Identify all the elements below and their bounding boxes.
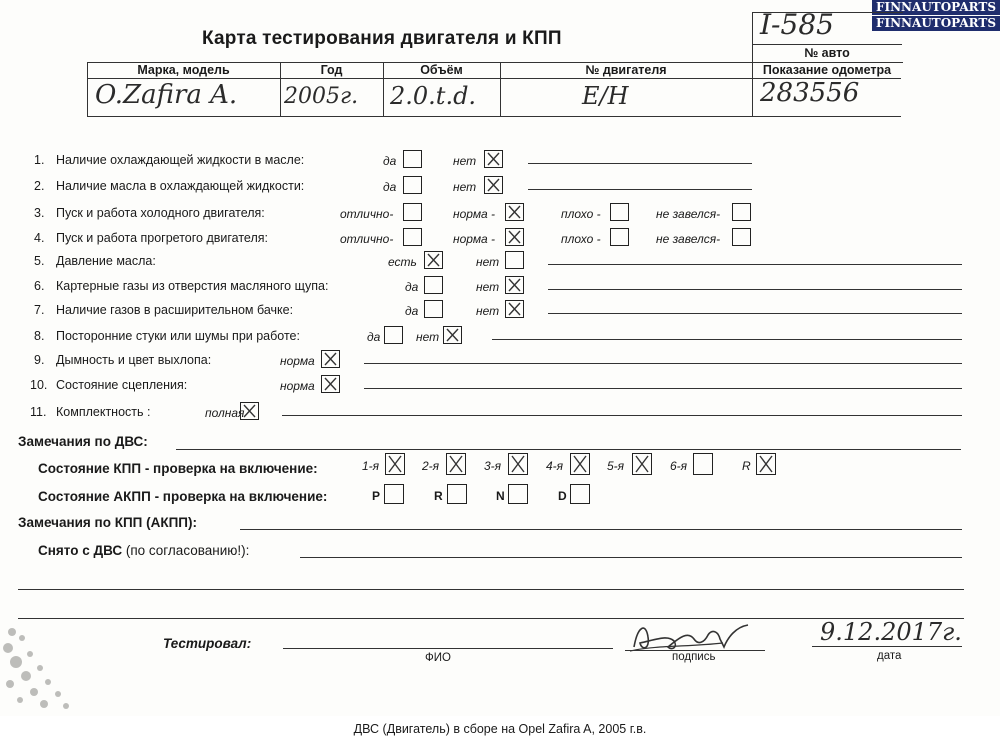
checkbox-empty[interactable] [403,228,422,246]
gear-checkbox-empty[interactable] [693,453,713,475]
check-option-label: плохо - [561,207,601,221]
tested-by-label: Тестировал: [163,636,252,651]
checkbox-checked[interactable] [505,203,524,221]
remarks-gearbox-line[interactable] [240,529,962,530]
check-option-label: да [405,304,419,318]
date-line[interactable] [812,646,962,647]
check-question: Наличие охлаждающей жидкости в масле: [56,153,305,167]
checkbox-empty[interactable] [732,228,751,246]
value-model: O.Zafira A. [95,80,238,110]
checkbox-checked[interactable] [505,300,524,318]
check-question: Наличие масла в охлаждающей жидкости: [56,179,305,193]
check-question: Посторонние стуки или шумы при работе: [56,329,300,343]
gear-label: 4-я [546,459,564,473]
checkbox-empty[interactable] [424,300,443,318]
check-question: Картерные газы из отверстия масляного щупа: [56,279,329,293]
check-number: 7. [34,303,45,317]
gear-label: 3-я [484,459,502,473]
check-option-label: да [367,330,381,344]
check-option-label: нет [476,280,500,294]
signature-label: подпись [672,651,716,663]
check-note-line[interactable] [282,415,962,416]
check-option-label: не завелся- [656,207,721,221]
check-number: 9. [34,353,45,367]
gear-label: 2-я [422,459,440,473]
date-value: 9.12.2017г. [820,618,962,646]
check-option-label: норма [280,354,315,368]
auto-gear-label: D [558,489,567,503]
auto-gear-checkbox[interactable] [447,484,467,504]
check-question: Комплектность : [56,405,151,419]
auto-gear-label: N [496,489,505,503]
check-note-line[interactable] [364,388,962,389]
checkbox-empty[interactable] [505,251,524,269]
check-number: 10. [30,378,48,392]
gear-label: 5-я [607,459,625,473]
check-option-label: нет [476,304,500,318]
check-option-label: отлично- [340,232,394,246]
checkbox-empty[interactable] [732,203,751,221]
checkbox-empty[interactable] [403,176,422,194]
check-option-label: норма - [453,207,496,221]
check-number: 6. [34,279,45,293]
check-note-line[interactable] [548,289,962,290]
check-note-line[interactable] [548,313,962,314]
checkbox-empty[interactable] [424,276,443,294]
check-number: 5. [34,254,45,268]
removed-items-note: (по согласованию!): [122,543,250,558]
auto-gear-label: R [434,489,443,503]
gear-label: 6-я [670,459,688,473]
auto-gear-checkbox[interactable] [570,484,590,504]
ink-smudge-icon [0,618,80,714]
fio-line[interactable] [283,648,613,649]
checkbox-checked[interactable] [484,176,503,194]
checkbox-empty[interactable] [384,326,403,344]
checkbox-checked[interactable] [424,251,443,269]
check-question: Пуск и работа прогретого двигателя: [56,231,268,245]
check-option-label: норма [280,379,315,393]
col-label-volume: Объём [420,63,463,77]
value-odometer: 283556 [760,78,860,108]
check-number: 1. [34,153,45,167]
check-number: 8. [34,329,45,343]
check-option-label: плохо - [561,232,601,246]
checkbox-checked[interactable] [240,402,259,420]
gear-checkbox-checked[interactable] [385,453,405,475]
removed-line-2[interactable] [18,589,964,590]
checkbox-empty[interactable] [403,203,422,221]
value-volume: 2.0.t.d. [390,82,477,110]
check-option-label: отлично- [340,207,394,221]
check-option-label: нет [476,255,500,269]
check-question: Пуск и работа холодного двигателя: [56,206,265,220]
checkbox-checked[interactable] [443,326,462,344]
brand-watermark-1: FINNAUTOPARTS [872,0,1000,15]
gear-checkbox-checked[interactable] [756,453,776,475]
check-option-label: да [405,280,419,294]
brand-watermark-2: FINNAUTOPARTS [872,16,1000,31]
check-option-label: норма - [453,232,496,246]
fio-label: ФИО [425,652,451,664]
removed-items-label [38,543,249,558]
car-number-label: № авто [804,46,850,60]
check-note-line[interactable] [548,264,962,265]
gear-label: R [742,459,751,473]
check-number: 4. [34,231,45,245]
checkbox-checked[interactable] [505,276,524,294]
manual-gearbox-label: Состояние КПП - проверка на включение: [38,461,318,476]
auto-gear-label: P [372,489,381,503]
check-note-line[interactable] [492,339,962,340]
gear-checkbox-checked[interactable] [446,453,466,475]
checkbox-empty[interactable] [610,228,629,246]
check-option-label: нет [453,180,477,194]
check-question: Состояние сцепления: [56,378,188,392]
check-option-label: не завелся- [656,232,721,246]
gear-checkbox-checked[interactable] [632,453,652,475]
col-label-year: Год [320,63,343,77]
car-number-divider [752,44,902,45]
remarks-engine-label: Замечания по ДВС: [18,434,148,449]
check-option-label: да [383,154,397,168]
col-label-model: Марка, модель [137,63,230,77]
check-option-label: да [383,180,397,194]
check-question: Давление масла: [56,254,156,268]
col-label-odometer: Показание одометра [762,63,892,77]
check-option-label: полная [205,406,245,420]
auto-gearbox-label: Состояние АКПП - проверка на включение: [38,489,328,504]
check-option-label: нет [453,154,477,168]
check-number: 3. [34,206,45,220]
check-note-line[interactable] [364,363,962,364]
gear-label: 1-я [362,459,380,473]
checkbox-empty[interactable] [610,203,629,221]
auto-gear-checkbox[interactable] [384,484,404,504]
check-number: 2. [34,179,45,193]
check-number: 11. [30,405,47,419]
check-question: Наличие газов в расширительном бачке: [56,303,294,317]
date-label: дата [877,650,902,662]
check-note-line[interactable] [528,189,752,190]
car-number-value: I-585 [760,8,834,41]
page-title: Карта тестирования двигателя и КПП [202,28,562,49]
auto-gear-checkbox[interactable] [508,484,528,504]
check-note-line[interactable] [528,163,752,164]
removed-line-1[interactable] [300,557,962,558]
checkbox-checked[interactable] [505,228,524,246]
remarks-engine-line[interactable] [176,449,961,450]
col-label-engine-number: № двигателя [585,63,667,77]
value-year: 2005г. [284,84,359,109]
removed-items-bold: Снято с ДВС [38,543,123,558]
image-caption: ДВС (Двигатель) в сборе на Opel Zafira A, 2005 г.в. [353,722,647,736]
gear-checkbox-checked[interactable] [508,453,528,475]
checkbox-checked[interactable] [321,350,340,368]
check-option-label: есть [388,255,417,269]
gear-checkbox-checked[interactable] [570,453,590,475]
checkbox-empty[interactable] [403,150,422,168]
checkbox-checked[interactable] [321,375,340,393]
check-option-label: нет [416,330,440,344]
check-question: Дымность и цвет выхлопа: [56,353,212,367]
remarks-gearbox-label: Замечания по КПП (АКПП): [18,515,197,530]
value-engine-number: E/H [582,82,629,110]
checkbox-checked[interactable] [484,150,503,168]
